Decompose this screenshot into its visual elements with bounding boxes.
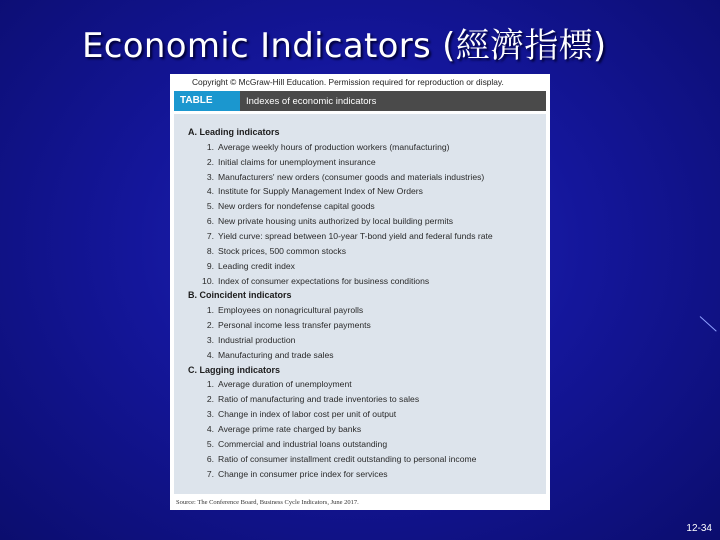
indicator-item <box>194 439 387 449</box>
slide-number: 12-34 <box>686 523 712 534</box>
item-number: 5. <box>206 438 214 449</box>
item-number: 2. <box>206 320 214 331</box>
indicator-item <box>194 231 493 241</box>
item-text: Ratio of consumer installment credit outstanding to personal income <box>218 453 477 464</box>
item-number: 5. <box>206 201 214 212</box>
item-text: Employees on nonagricultural payrolls <box>218 305 364 316</box>
indicator-item <box>194 379 352 389</box>
item-number: 1. <box>206 305 214 316</box>
item-text: Average duration of unemployment <box>218 379 352 390</box>
item-number: 1. <box>206 379 214 390</box>
item-number: 3. <box>206 334 214 345</box>
indicator-item <box>194 335 295 345</box>
item-number: 6. <box>206 216 214 227</box>
indicator-item <box>194 469 388 479</box>
item-text: Change in consumer price index for services <box>218 468 388 479</box>
indicator-item <box>194 246 346 256</box>
item-number: 10. <box>202 275 214 286</box>
indicator-item <box>194 454 476 464</box>
item-text: Industrial production <box>218 334 296 345</box>
indicator-item <box>194 157 376 167</box>
item-text: Change in index of labor cost per unit of output <box>218 409 397 420</box>
indicator-item <box>194 276 429 286</box>
item-number: 2. <box>206 156 214 167</box>
item-text: Leading credit index <box>218 260 295 271</box>
item-number: 4. <box>206 186 214 197</box>
indicator-item <box>194 305 363 315</box>
indicator-item <box>194 394 419 404</box>
item-number: 9. <box>206 260 214 271</box>
indicator-item <box>194 409 396 419</box>
item-number: 2. <box>206 394 214 405</box>
item-number: 3. <box>206 409 214 420</box>
item-number: 7. <box>206 468 214 479</box>
indicator-item <box>194 350 334 360</box>
item-text: Ratio of manufacturing and trade inventories to sales <box>218 394 420 405</box>
copyright-notice: Copyright © McGraw-Hill Education. Permission required for reproduction or display. <box>192 77 504 87</box>
indicator-item <box>194 261 295 271</box>
indicator-item <box>194 216 453 226</box>
item-text: Manufacturing and trade sales <box>218 349 334 360</box>
table-number: TABLE <box>174 91 240 111</box>
item-text: Personal income less transfer payments <box>218 320 371 331</box>
indicator-item <box>194 172 484 182</box>
table-image <box>170 74 550 510</box>
indicator-item <box>194 424 361 434</box>
item-text: Institute for Supply Management Index of New Orders <box>218 186 423 197</box>
table-body <box>174 114 546 494</box>
section-title: B. Coincident indicators <box>188 290 292 301</box>
decorative-line <box>700 316 717 331</box>
item-text: Manufacturers' new orders (consumer goods and materials industries) <box>218 171 485 182</box>
item-number: 8. <box>206 245 214 256</box>
item-text: Initial claims for unemployment insurance <box>218 156 376 167</box>
indicator-item <box>194 320 371 330</box>
item-text: Stock prices, 500 common stocks <box>218 245 346 256</box>
item-text: New private housing units authorized by local building permits <box>218 216 454 227</box>
indicator-item <box>194 201 375 211</box>
item-text: Average weekly hours of production workers (manufacturing) <box>218 141 450 152</box>
item-text: Yield curve: spread between 10-year T-bond yield and federal funds rate <box>218 230 493 241</box>
table-header <box>174 91 546 111</box>
slide-title: Economic Indicators (經濟指標) <box>82 26 607 66</box>
item-number: 3. <box>206 171 214 182</box>
indicator-item <box>194 186 423 196</box>
item-text: Average prime rate charged by banks <box>218 424 362 434</box>
item-number: 1. <box>206 141 214 152</box>
indicator-item <box>194 142 450 152</box>
item-number: 6. <box>206 453 214 464</box>
item-text: Index of consumer expectations for business conditions <box>218 275 430 286</box>
item-number: 4. <box>206 349 214 360</box>
section-title: A. Leading indicators <box>188 127 280 137</box>
table-caption: Indexes of economic indicators <box>246 95 377 107</box>
source-note: Source: The Conference Board, Business Cycle Indicators, June 2017. <box>176 499 359 506</box>
item-text: Commercial and industrial loans outstanding <box>218 438 388 449</box>
item-text: New orders for nondefense capital goods <box>218 201 375 212</box>
item-number: 7. <box>206 230 214 241</box>
item-number: 4. <box>206 424 214 434</box>
section-title: C. Lagging indicators <box>188 364 281 375</box>
